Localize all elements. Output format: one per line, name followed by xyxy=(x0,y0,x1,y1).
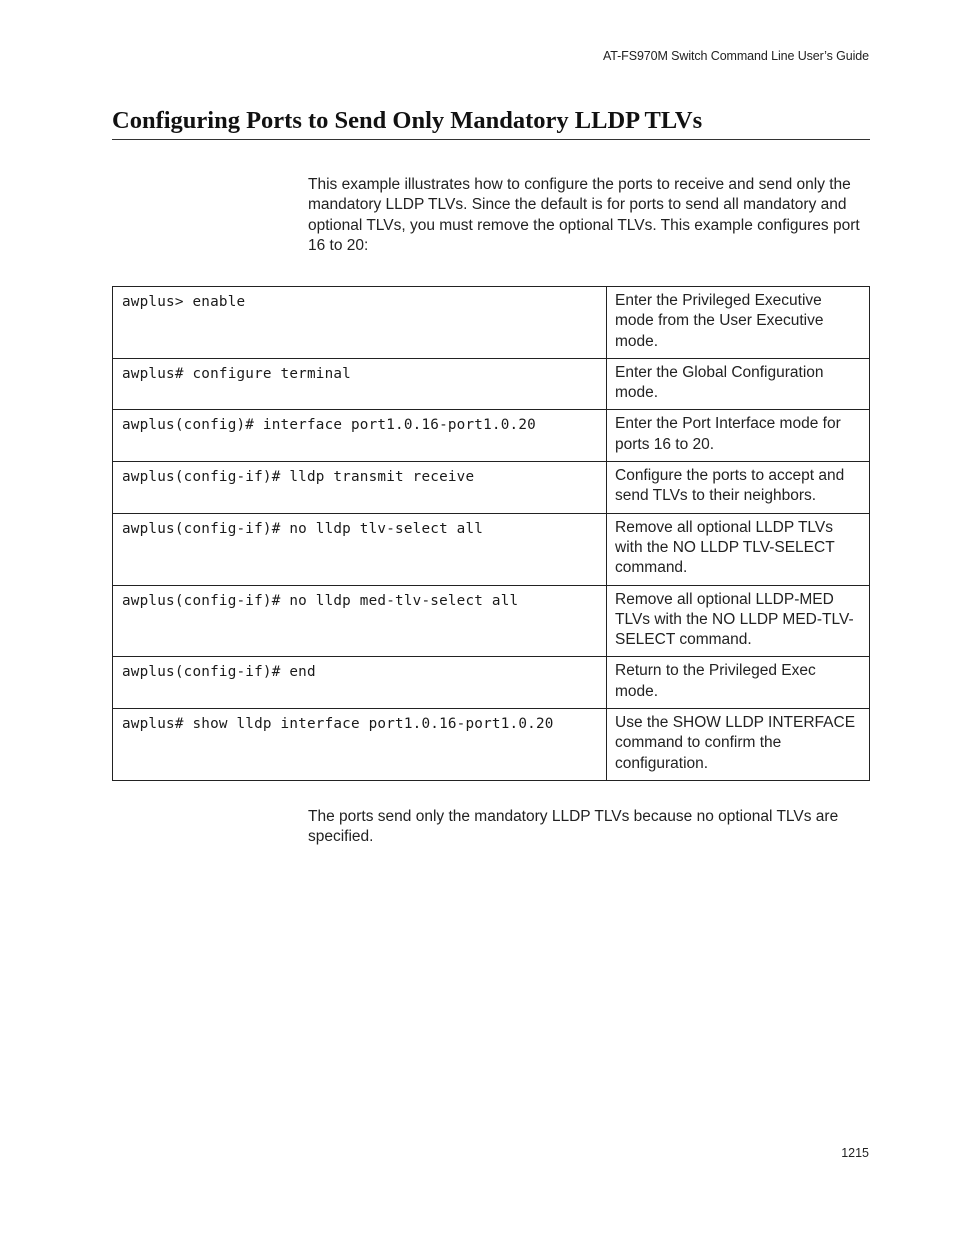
table-row xyxy=(113,585,870,657)
section-title: Configuring Ports to Send Only Mandatory LLDP TLVs xyxy=(112,107,870,140)
description-cell: Return to the Privileged Exec mode. xyxy=(607,657,870,709)
command-cell: awplus> enable xyxy=(113,287,607,359)
table-row xyxy=(113,358,870,410)
command-cell: awplus(config-if)# lldp transmit receive xyxy=(113,462,607,514)
description-cell: Enter the Privileged Executive mode from the User Executive mode. xyxy=(607,287,870,359)
table-row xyxy=(113,709,870,781)
table-row xyxy=(113,410,870,462)
table-row xyxy=(113,462,870,514)
command-cell: awplus# show lldp interface port1.0.16-port1.0.20 xyxy=(113,709,607,781)
table-row xyxy=(113,513,870,585)
command-cell: awplus(config)# interface port1.0.16-port1.0.20 xyxy=(113,410,607,462)
table-row xyxy=(113,287,870,359)
command-cell: awplus(config-if)# no lldp tlv-select all xyxy=(113,513,607,585)
page-number: 1215 xyxy=(841,1146,869,1160)
command-cell: awplus(config-if)# no lldp med-tlv-select all xyxy=(113,585,607,657)
intro-paragraph: This example illustrates how to configure the ports to receive and send only the mandatory LLDP TLVs. Since the default is for ports to send all mandatory and optional TLVs, you must remove the optional TLVs. This example configures port 16 to 20: xyxy=(308,176,860,254)
closing-paragraph: The ports send only the mandatory LLDP TLVs because no optional TLVs are specified. xyxy=(308,808,839,846)
table-row xyxy=(113,657,870,709)
command-cell: awplus(config-if)# end xyxy=(113,657,607,709)
description-cell: Configure the ports to accept and send TLVs to their neighbors. xyxy=(607,462,870,514)
command-cell: awplus# configure terminal xyxy=(113,358,607,410)
description-cell: Enter the Global Configuration mode. xyxy=(607,358,870,410)
description-cell: Remove all optional LLDP TLVs with the NO LLDP TLV-SELECT command. xyxy=(607,513,870,585)
command-table xyxy=(112,286,870,781)
running-header: AT-FS970M Switch Command Line User’s Guide xyxy=(602,49,869,63)
description-cell: Enter the Port Interface mode for ports 16 to 20. xyxy=(607,410,870,462)
description-cell: Remove all optional LLDP-MED TLVs with the NO LLDP MED-TLV-SELECT command. xyxy=(607,585,870,657)
description-cell: Use the SHOW LLDP INTERFACE command to confirm the configuration. xyxy=(607,709,870,781)
